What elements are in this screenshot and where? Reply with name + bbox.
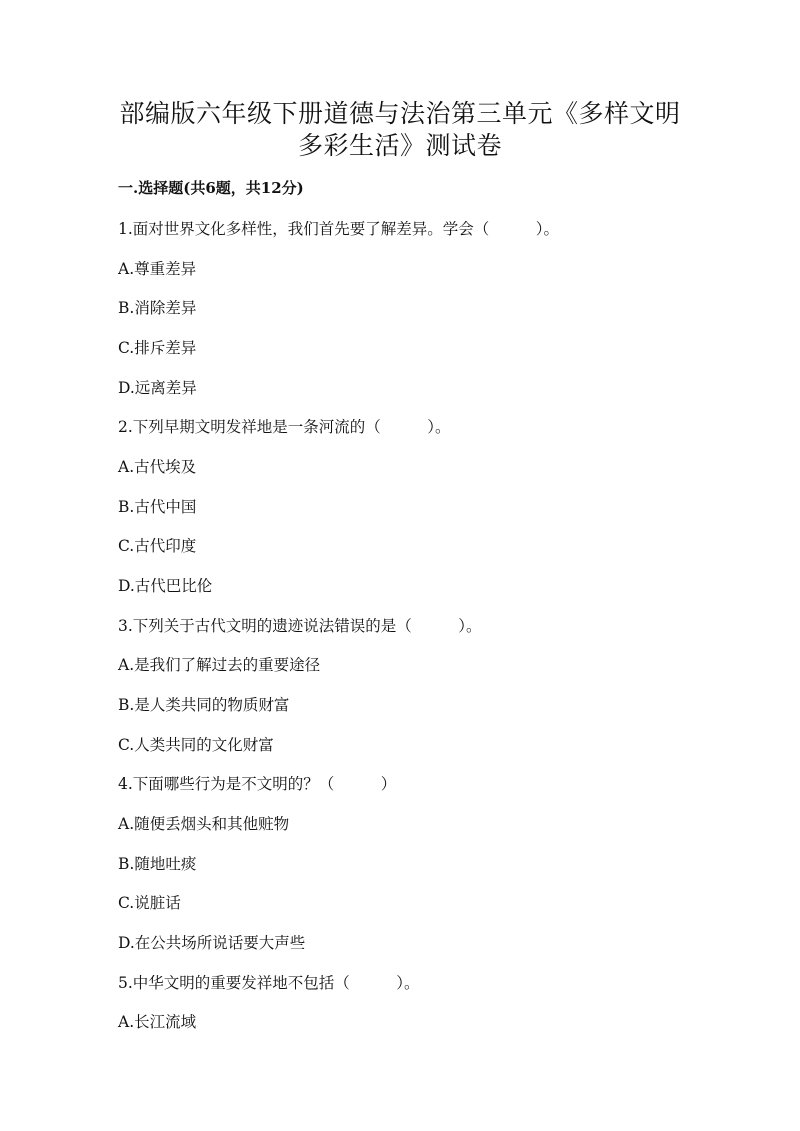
- question-4-option-a: A.随便丢烟头和其他赃物: [118, 815, 290, 833]
- question-4-option-d: D.在公共场所说话要大声些: [118, 934, 306, 952]
- question-2-stem: 2.下列早期文明发祥地是一条河流的（ ）。: [118, 418, 451, 436]
- question-1-option-a: A.尊重差异: [118, 260, 197, 278]
- document-title-line-1: 部编版六年级下册道德与法治第三单元《多样文明: [119, 99, 681, 128]
- question-1-option-b: B.消除差异: [118, 299, 197, 317]
- question-3-stem: 3.下列关于古代文明的遗迹说法错误的是（ ）。: [118, 617, 482, 635]
- question-3-option-a: A.是我们了解过去的重要途径: [118, 656, 321, 674]
- question-2-option-b: B.古代中国: [118, 498, 197, 516]
- document-title-line-2: 多彩生活》测试卷: [297, 131, 502, 160]
- question-4-option-b: B.随地吐痰: [118, 855, 197, 873]
- question-3-option-b: B.是人类共同的物质财富: [118, 696, 290, 714]
- question-2-option-a: A.古代埃及: [118, 458, 197, 476]
- question-2-option-d: D.古代巴比伦: [118, 577, 213, 595]
- question-1-option-d: D.远离差异: [118, 379, 197, 397]
- question-1-option-c: C.排斥差异: [118, 339, 197, 357]
- question-5-stem: 5.中华文明的重要发祥地不包括（ ）。: [118, 974, 420, 992]
- question-3-option-c: C.人类共同的文化财富: [118, 736, 274, 754]
- question-4-option-c: C.说脏话: [118, 894, 181, 912]
- question-4-stem: 4.下面哪些行为是不文明的？（ ）: [118, 775, 397, 793]
- question-2-option-c: C.古代印度: [118, 537, 197, 555]
- question-5-option-a: A.长江流域: [118, 1013, 197, 1031]
- section-heading: 一.选择题(共6题，共12分): [118, 179, 304, 197]
- question-1-stem: 1.面对世界文化多样性，我们首先要了解差异。学会（ ）。: [118, 220, 560, 238]
